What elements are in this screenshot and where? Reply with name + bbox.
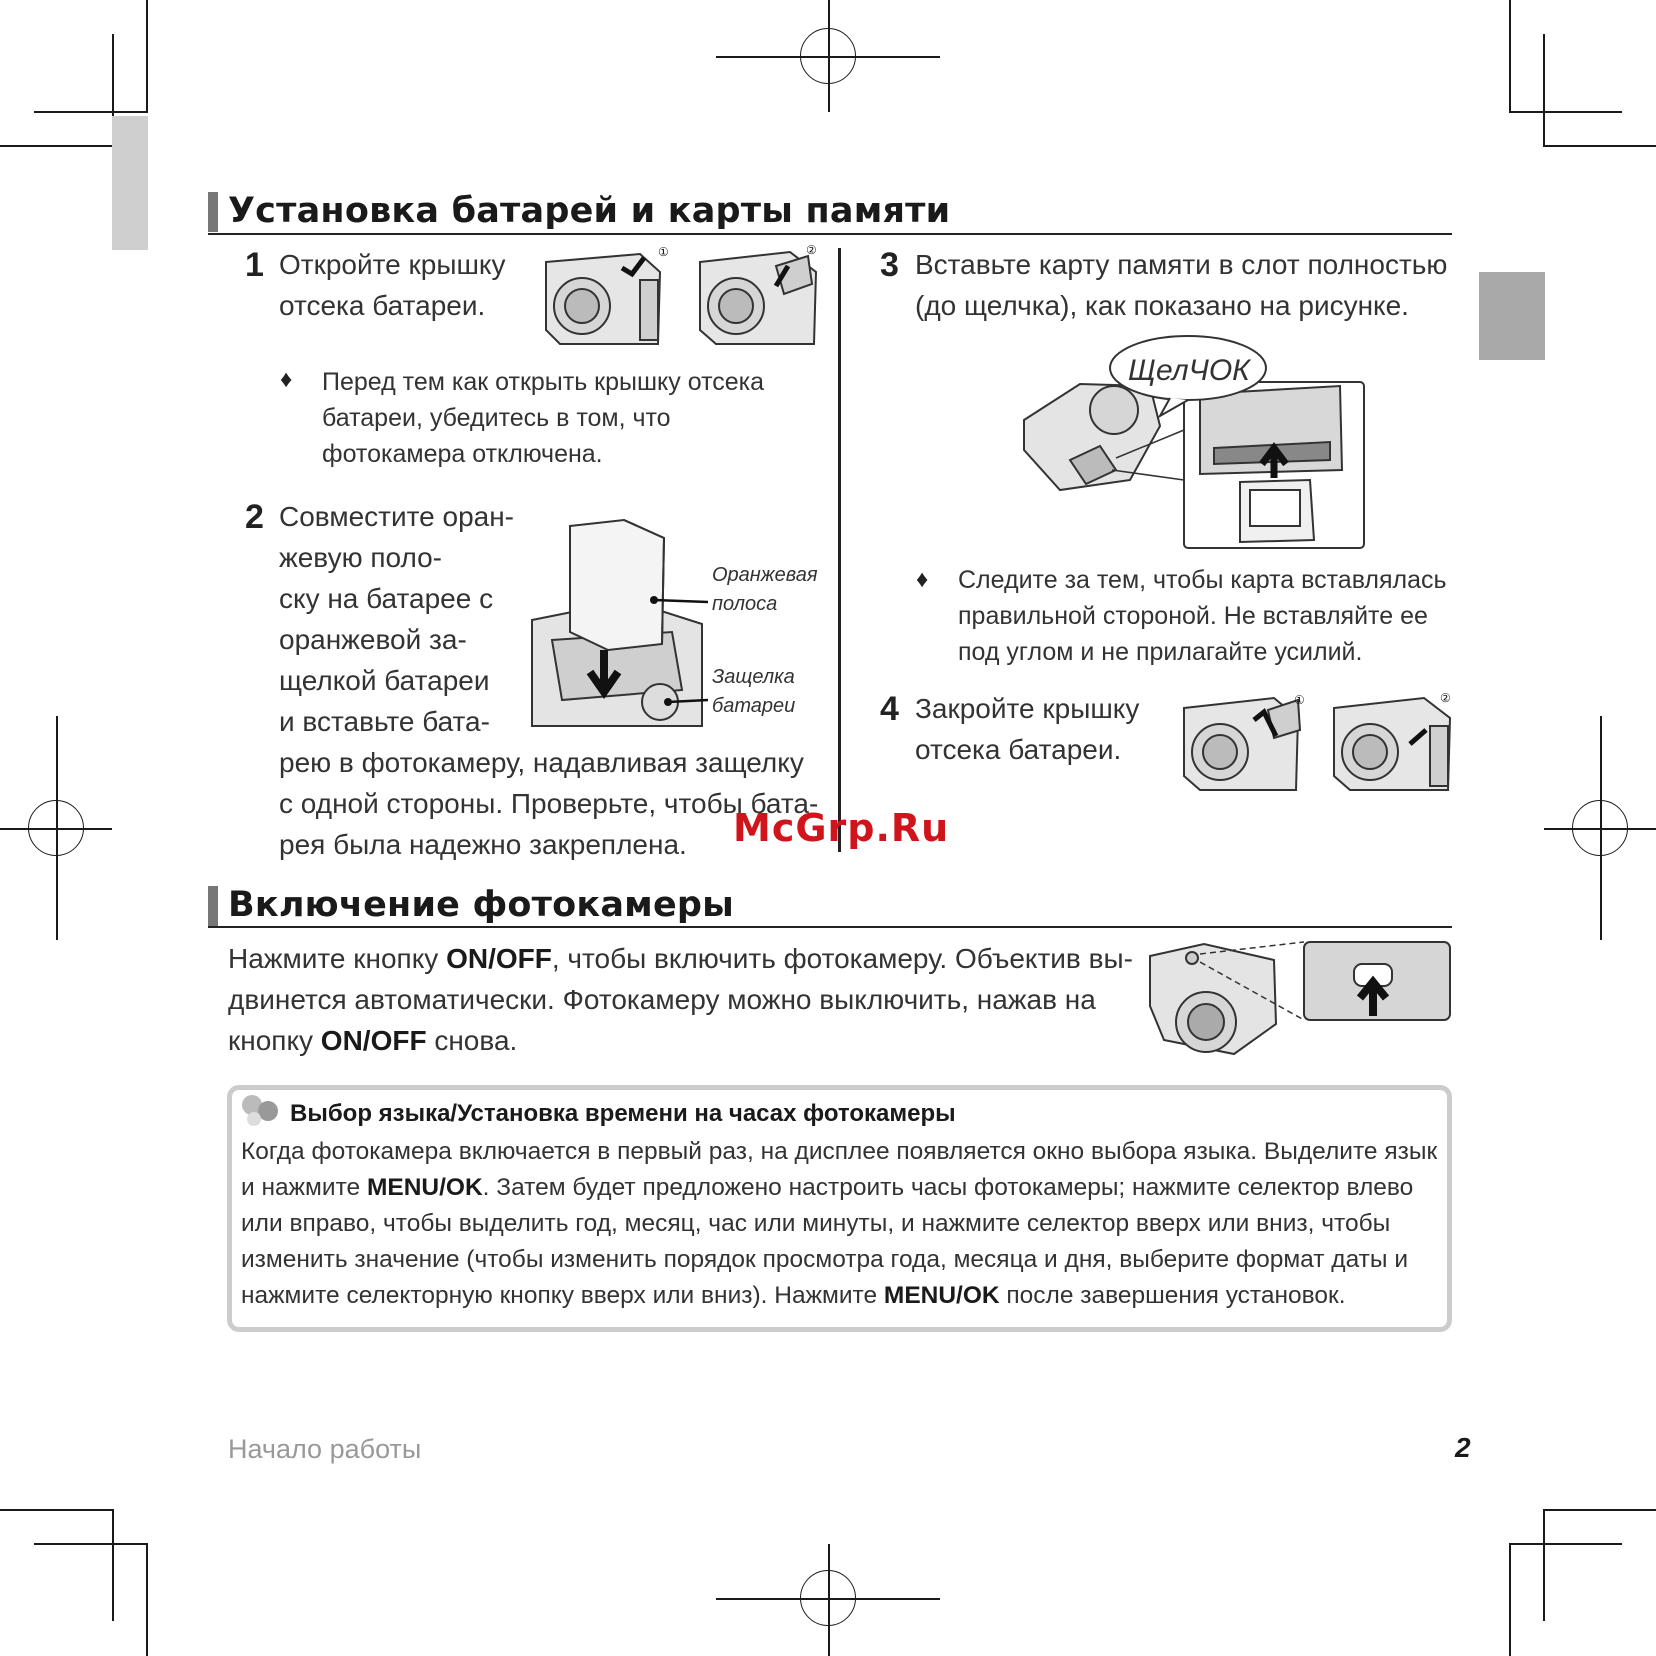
crop-mark: [146, 1544, 148, 1656]
power-on-line: [228, 1020, 1108, 1061]
text-run: кнопку: [228, 1025, 321, 1056]
page-number: 2: [1455, 1432, 1471, 1463]
step1-note: Перед тем как открыть крышку отсека батареи, убедитесь в том, что фотокамера отключена.: [322, 368, 765, 468]
step-number: 2: [245, 498, 264, 536]
battery-insert-illustration: [532, 520, 702, 726]
note-icon: ♦: [916, 566, 929, 593]
on-off-button-label: ON/OFF: [320, 1025, 427, 1056]
tip-text: [241, 1134, 1441, 1314]
step2-line: жевую поло-: [279, 542, 443, 573]
crop-mark: [1543, 34, 1545, 146]
crop-mark: [1543, 1509, 1656, 1511]
step2-line: Совместите оран-: [279, 501, 515, 532]
step4-line: отсека батареи.: [915, 734, 1122, 765]
on-off-button-label: ON/OFF: [446, 943, 552, 974]
watermark: McGrp.Ru: [733, 806, 950, 850]
crop-mark: [1509, 1544, 1511, 1656]
heading-rule: [208, 233, 1452, 235]
power-on-text: [228, 938, 1133, 1061]
step3-line: (до щелчка), как показано на рисунке.: [915, 290, 1409, 321]
text-run: снова.: [426, 1025, 518, 1056]
label-line: полоса: [712, 593, 778, 615]
step1-text: Откройте крышку отсека батареи.: [279, 249, 506, 321]
crop-mark: [1509, 0, 1511, 112]
section-title-batteries: Установка батарей и карты памяти: [228, 191, 951, 231]
label-line: батареи: [712, 695, 796, 717]
step-number: 3: [880, 246, 899, 284]
registration-circle: [28, 800, 84, 856]
tip-icon: [240, 1093, 282, 1127]
heading-bar: [208, 192, 218, 232]
crop-mark: [1543, 145, 1656, 147]
step2-line: щелкой батареи: [279, 665, 490, 696]
step2-line: ску на батарее с: [279, 583, 494, 614]
power-on-line: двинется автоматически. Фотокамеру можно выключить, нажав на: [228, 984, 1096, 1015]
step-number: 1: [245, 246, 264, 284]
side-tab-left: [112, 116, 148, 250]
power-button-illustration: [1144, 936, 1454, 1066]
callout-1: ①: [658, 245, 669, 259]
side-tab-right: [1479, 272, 1545, 360]
callout-2: ②: [1440, 691, 1451, 705]
power-on-line: [228, 938, 1133, 979]
footer-section-name: Начало работы: [228, 1434, 422, 1464]
step3-text: [915, 244, 1455, 326]
menu-ok-label: MENU/OK: [366, 1174, 483, 1201]
step2-line: рею в фотокамеру, надавливая защелку: [279, 747, 804, 778]
text-run: Когда фотокамера включается в первый раз, на дисплее появляется окно выбора языка. Выделите язык и нажмите: [241, 1138, 1438, 1201]
callout-2: ②: [806, 243, 817, 257]
crop-mark: [0, 1509, 113, 1511]
step2-line: рея была надежно закреплена.: [279, 829, 687, 860]
battery-cover-open-illustration: [540, 244, 820, 354]
crop-mark: [1509, 111, 1622, 113]
text-run: Нажмите кнопку: [228, 943, 447, 974]
step-number: 4: [880, 690, 899, 728]
click-label: ЩелЧОК: [1128, 354, 1250, 387]
memory-card-insert-illustration: [1020, 330, 1350, 552]
crop-mark: [112, 1509, 114, 1621]
note-icon: ♦: [280, 366, 293, 393]
tip-title: Выбор языка/Установка времени на часах фотокамеры: [290, 1100, 956, 1127]
crop-mark: [1509, 1543, 1622, 1545]
section-title-power-on: Включение фотокамеры: [228, 885, 735, 925]
crop-mark: [1543, 1509, 1545, 1621]
step3-note-line: под углом и не прилагайте усилий.: [958, 638, 1363, 666]
step2-line: и вставьте бата-: [279, 706, 490, 737]
label-orange-stripe: [712, 561, 818, 619]
step3-note-line: Следите за тем, чтобы карта вставлялась: [958, 566, 1447, 594]
registration-circle: [1572, 800, 1628, 856]
heading-bar: [208, 886, 218, 926]
text-run: , чтобы включить фотокамеру. Объектив вы-: [551, 943, 1133, 974]
crop-mark: [0, 145, 113, 147]
crop-mark: [146, 0, 148, 112]
text-run: после завершения установок.: [999, 1282, 1346, 1309]
step2-line: с одной стороны. Проверьте, чтобы бата-: [279, 788, 819, 819]
column-divider: [838, 248, 841, 852]
crop-mark: [34, 1543, 148, 1545]
battery-cover-close-illustration: [1178, 690, 1454, 800]
crop-mark: [34, 111, 148, 113]
heading-rule: [208, 926, 1452, 928]
step3-line: Вставьте карту памяти в слот полностью: [915, 249, 1448, 280]
registration-circle: [800, 28, 856, 84]
step2-line: оранжевой за-: [279, 624, 467, 655]
text-run: . Затем будет предложено настроить часы фотокамеры; нажмите селектор влево или вправо, чтобы выделить год, месяц, час или минуты, и нажмите селектор вверх или вниз, чтобы изменить значение (чтобы изменить порядок просмотра года, месяца и дня, выберите формат даты и нажмите селекторную кнопку вверх или вниз). Нажмите: [241, 1174, 1414, 1309]
step4-line: Закройте крышку: [915, 693, 1140, 724]
menu-ok-label: MENU/OK: [883, 1282, 1000, 1309]
registration-circle: [800, 1570, 856, 1626]
label-battery-latch: [712, 663, 795, 721]
step3-note-line: правильной стороной. Не вставляйте ее: [958, 602, 1428, 630]
step4-text: [915, 688, 1165, 770]
label-line: Оранжевая: [712, 564, 818, 586]
step3-note: [958, 562, 1458, 670]
callout-1: ①: [1294, 693, 1305, 707]
label-line: Защелка: [712, 666, 795, 688]
